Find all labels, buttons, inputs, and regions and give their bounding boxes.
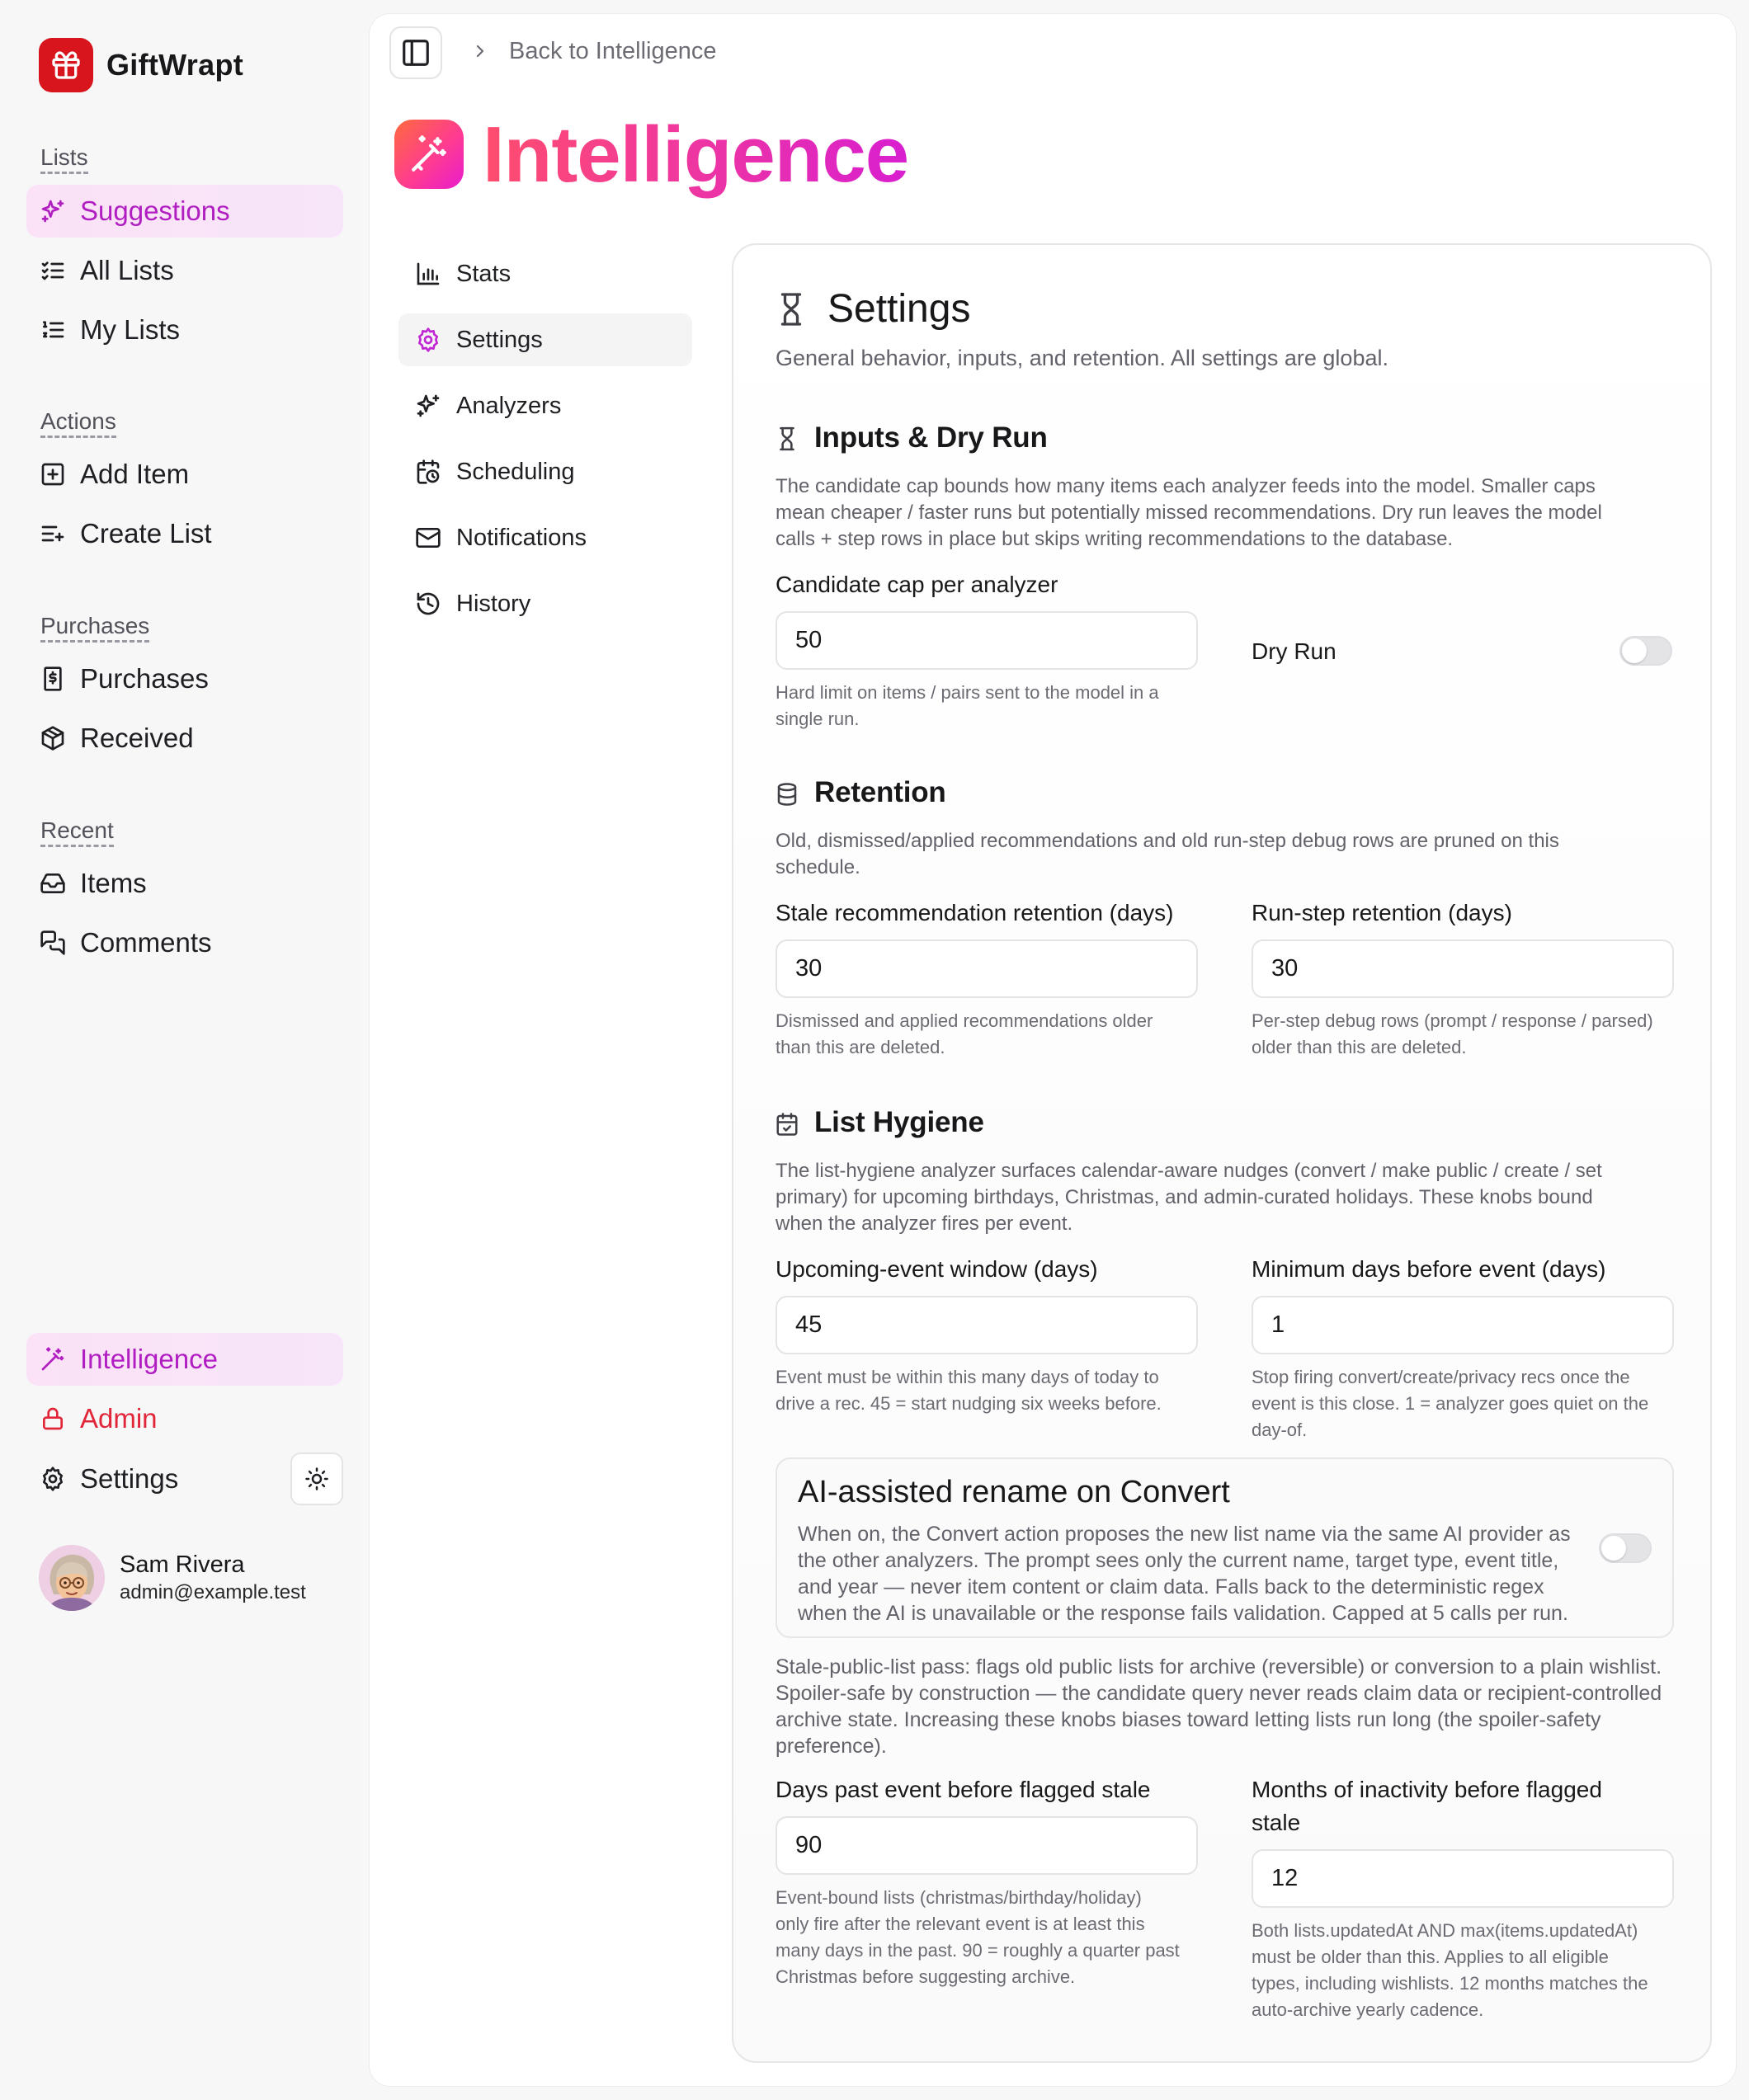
ai-rename-toggle[interactable] xyxy=(1599,1533,1652,1563)
mail-icon xyxy=(415,525,441,551)
subnav-notifications[interactable] xyxy=(398,511,692,564)
subnav-analyzers[interactable] xyxy=(398,379,692,432)
sidebar-item-settings[interactable] xyxy=(26,1453,274,1505)
calendar-check-icon xyxy=(775,1111,799,1137)
breadcrumb-back-link[interactable]: Back to Intelligence xyxy=(509,38,717,64)
theme-toggle-button[interactable] xyxy=(290,1453,343,1505)
package-icon xyxy=(40,725,66,751)
runstep-retention-label: Run-step retention (days) xyxy=(1252,900,1512,925)
ai-rename-card xyxy=(776,1457,1674,1638)
subnav-label: Notifications xyxy=(456,524,587,551)
chart-icon xyxy=(415,261,441,287)
hygiene-section-title: List Hygiene xyxy=(814,1106,984,1138)
min-days-input[interactable]: 1 xyxy=(1252,1296,1674,1354)
chevron-right-icon xyxy=(472,41,488,61)
sidebar-item-label: Purchases xyxy=(80,663,209,694)
days-past-input[interactable]: 90 xyxy=(776,1816,1198,1875)
hourglass-icon xyxy=(776,292,806,327)
gear-icon xyxy=(415,327,441,353)
database-icon xyxy=(775,781,799,808)
sidebar-item-label: All Lists xyxy=(80,255,174,285)
section-label-actions: Actions xyxy=(40,408,116,438)
retention-section-desc: Old, dismissed/applied recommendations and old run-step debug rows are pruned on this schedule. xyxy=(776,830,1559,878)
receipt-icon xyxy=(40,666,66,692)
retention-section-title: Retention xyxy=(814,776,946,808)
event-window-label: Upcoming-event window (days) xyxy=(776,1256,1098,1282)
sidebar-item-label: Add Item xyxy=(80,459,190,489)
event-window-help: Event must be within this many days of today to drive a rec. 45 = start nudging six weeks before. xyxy=(776,1367,1162,1414)
dry-run-label: Dry Run xyxy=(1252,638,1336,664)
stale-retention-label: Stale recommendation retention (days) xyxy=(776,900,1174,925)
sidebar-item-suggestions[interactable] xyxy=(26,185,343,238)
sidebar-item-purchases[interactable] xyxy=(26,652,343,705)
candidate-cap-help: Hard limit on items / pairs sent to the model in a single run. xyxy=(776,682,1159,729)
plus-square-icon xyxy=(40,461,66,487)
subnav-history[interactable] xyxy=(398,577,692,630)
candidate-cap-label: Candidate cap per analyzer xyxy=(776,572,1058,597)
sparkles-icon xyxy=(40,198,66,224)
subnav-label: Stats xyxy=(456,260,512,287)
days-past-help: Event-bound lists (christmas/birthday/holiday) only fire after the relevant event is at least this many days in the past. 90 = roughly a quarter past Christmas before suggesting archive. xyxy=(776,1887,1180,1987)
sidebar-item-received[interactable] xyxy=(26,712,343,765)
sidebar-item-create-list[interactable] xyxy=(26,507,343,560)
section-label-purchases: Purchases xyxy=(40,613,149,643)
sidebar-item-label: Items xyxy=(80,868,147,898)
stale-retention-help: Dismissed and applied recommendations older than this are deleted. xyxy=(776,1010,1153,1057)
settings-subtitle: General behavior, inputs, and retention. All settings are global. xyxy=(776,346,1388,370)
sidebar-item-items[interactable] xyxy=(26,857,343,910)
settings-card xyxy=(732,243,1712,2063)
sidebar-item-label: Admin xyxy=(80,1403,158,1434)
inbox-icon xyxy=(40,870,66,897)
inputs-section-desc: The candidate cap bounds how many items each analyzer feeds into the model. Smaller caps mean cheaper / faster runs but potentially missed recommendations. Dry run leaves the model calls + step rows in place but skips writing recommendations to the database. xyxy=(776,475,1602,550)
dry-run-toggle[interactable] xyxy=(1619,636,1672,666)
section-label-recent: Recent xyxy=(40,817,114,847)
min-days-help: Stop firing convert/create/privacy recs once the event is this close. 1 = analyzer goes quiet on the day-of. xyxy=(1252,1367,1649,1440)
wand-icon xyxy=(40,1346,66,1373)
avatar xyxy=(39,1545,105,1611)
user-email: admin@example.test xyxy=(120,1581,306,1603)
section-label-lists: Lists xyxy=(40,144,88,174)
page-title: Intelligence xyxy=(483,107,908,203)
user-menu[interactable] xyxy=(39,1545,306,1611)
sun-icon xyxy=(304,1467,329,1491)
stale-retention-input[interactable]: 30 xyxy=(776,939,1198,998)
sidebar-item-label: Intelligence xyxy=(80,1344,218,1374)
candidate-cap-input[interactable]: 50 xyxy=(776,611,1198,670)
sparkles-icon xyxy=(415,393,441,419)
hygiene-section-desc: The list-hygiene analyzer surfaces calendar-aware nudges (convert / make public / create / set primary) for upcoming birthdays, Christmas, and admin-curated holidays. These knobs bound when the analyzer fires per event. xyxy=(776,1160,1602,1235)
list-plus-icon xyxy=(40,520,66,547)
months-inactivity-label: Months of inactivity before flagged stale xyxy=(1252,1777,1602,1835)
months-inactivity-help: Both lists.updatedAt AND max(items.updatedAt) must be older than this. Applies to all eligible types, including wishlists. 12 months matches the auto-archive yearly cadence. xyxy=(1252,1920,1648,2020)
sidebar-item-label: Create List xyxy=(80,518,212,549)
app-sidebar xyxy=(0,0,367,2100)
sidebar-item-label: My Lists xyxy=(80,314,181,345)
event-window-input[interactable]: 45 xyxy=(776,1296,1198,1354)
sidebar-item-intelligence[interactable] xyxy=(26,1333,343,1386)
subnav-label: Settings xyxy=(456,326,543,353)
stale-list-desc: Stale-public-list pass: flags old public lists for archive (reversible) or conversion to a plain wishlist. Spoiler-safe by construction — the candidate query never reads claim data or recipient-controlled archive state. Increasing these knobs biases toward letting lists run long (the spoiler-safety preference). xyxy=(776,1655,1662,1758)
user-name: Sam Rivera xyxy=(120,1551,245,1578)
brand[interactable] xyxy=(39,38,243,92)
gear-icon xyxy=(40,1466,66,1492)
sidebar-item-label: Suggestions xyxy=(80,195,230,226)
hourglass-icon xyxy=(776,426,798,451)
history-icon xyxy=(415,591,441,617)
subnav-scheduling[interactable] xyxy=(398,445,692,498)
sidebar-item-label: Received xyxy=(80,723,194,753)
subnav-label: History xyxy=(456,590,531,617)
list-checks-icon xyxy=(40,257,66,284)
sidebar-item-add-item[interactable] xyxy=(26,448,343,501)
subnav-stats[interactable] xyxy=(398,247,692,300)
gift-icon xyxy=(39,38,93,92)
list-ordered-icon xyxy=(40,317,66,343)
runstep-retention-help: Per-step debug rows (prompt / response / parsed) older than this are deleted. xyxy=(1252,1010,1653,1057)
toggle-sidebar-button[interactable] xyxy=(389,26,442,79)
sidebar-item-admin[interactable] xyxy=(26,1392,343,1445)
sidebar-item-label: Comments xyxy=(80,927,212,958)
subnav-label: Scheduling xyxy=(456,458,575,485)
ai-rename-title: AI-assisted rename on Convert xyxy=(798,1475,1230,1509)
sidebar-item-label: Settings xyxy=(80,1463,179,1494)
sidebar-icon xyxy=(400,37,431,68)
months-inactivity-input[interactable]: 12 xyxy=(1252,1849,1674,1908)
subnav-label: Analyzers xyxy=(456,392,562,419)
lock-icon xyxy=(40,1405,66,1432)
inputs-section-title: Inputs & Dry Run xyxy=(814,421,1048,454)
sidebar-item-my-lists[interactable] xyxy=(26,304,343,356)
days-past-label: Days past event before flagged stale xyxy=(776,1777,1151,1802)
subnav-settings[interactable] xyxy=(398,313,692,366)
sidebar-item-comments[interactable] xyxy=(26,916,343,969)
settings-title: Settings xyxy=(827,287,971,331)
sidebar-item-all-lists[interactable] xyxy=(26,244,343,297)
brand-name: GiftWrapt xyxy=(106,48,244,82)
min-days-label: Minimum days before event (days) xyxy=(1252,1256,1606,1282)
ai-rename-desc: When on, the Convert action proposes the new list name via the same AI provider as the other analyzers. The prompt sees only the current name, target type, event title, and year — never item content or claim data. Falls back to the deterministic regex when the AI is unavailable or the response fails validation. Capped at 5 calls per run. xyxy=(798,1523,1571,1625)
wand-icon xyxy=(394,120,464,189)
messages-icon xyxy=(40,930,66,956)
calendar-clock-icon xyxy=(415,459,441,485)
runstep-retention-input[interactable]: 30 xyxy=(1252,939,1674,998)
